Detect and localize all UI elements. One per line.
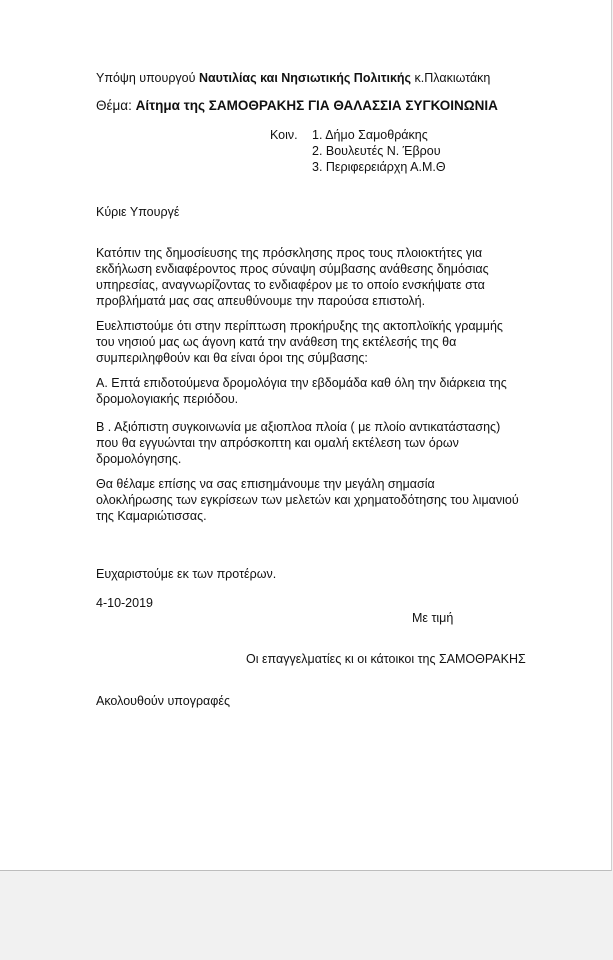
regards-line: Με τιμή [412, 611, 454, 625]
addressee-line [96, 70, 490, 86]
letter-date: 4-10-2019 [96, 596, 153, 610]
paragraph-line: που θα εγγυώνται την απρόσκοπτη και ομαλή εκτέλεση των όρων [96, 436, 459, 450]
cc-item-3: 3. Περιφερειάρχη Α.Μ.Θ [312, 160, 446, 174]
addressee-suffix: κ.Πλακιωτάκη [414, 71, 491, 85]
cc-item-2: 2. Βουλευτές Ν. Έβρου [312, 144, 441, 158]
paragraph-line: εκδήλωση ενδιαφέροντος προς σύναψη σύμβασης ανάθεσης δημόσιας [96, 262, 489, 276]
paragraph-line: Ευελπιστούμε ότι στην περίπτωση προκήρυξης της ακτοπλοϊκής γραμμής [96, 319, 503, 333]
cc-item-1: 1. Δήμο Σαμοθράκης [312, 128, 428, 142]
subject-text: Αίτημα της ΣΑΜΟΘΡΑΚΗΣ ΓΙΑ ΘΑΛΑΣΣΙΑ ΣΥΓΚΟΙΝΩΝΙΑ [135, 98, 498, 113]
thanks-line: Ευχαριστούμε εκ των προτέρων. [96, 567, 277, 581]
paragraph-line: της Καμαριώτισσας. [96, 509, 207, 523]
subject-line [96, 98, 498, 114]
background-band [0, 872, 613, 960]
signatory-line: Οι επαγγελματίες κι οι κάτοικοι της ΣΑΜΟΘΡΑΚΗΣ [246, 652, 526, 666]
paragraph-port [96, 476, 519, 524]
paragraph-line: του νησιού μας ως άγονη κατά την ανάθεση της εκτέλεσής της θα [96, 335, 457, 349]
paragraph-line: Κατόπιν της δημοσίευσης της πρόσκλησης προς τους πλοιοκτήτες για [96, 246, 483, 260]
paragraph-line: υπηρεσίας, αναγνωρίζοντας το ενδιαφέρον με το οποίο ενσκήψατε στα [96, 278, 485, 292]
cc-label: Κοιν. [270, 128, 298, 142]
paragraph-line: Θα θέλαμε επίσης να σας επισημάνουμε την μεγάλη σημασία [96, 477, 435, 491]
subject-label: Θέμα: [96, 98, 132, 113]
paragraph-line: προβλήματά μας σας απευθύνουμε την παρούσα επιστολή. [96, 294, 426, 308]
paragraph-item-b [96, 419, 500, 467]
paragraph-line: δρομολόγησης. [96, 452, 182, 466]
paragraph-line: δρομολογιακής περιόδου. [96, 392, 239, 406]
signatures-note: Ακολουθούν υπογραφές [96, 694, 230, 708]
paragraph-line: Β . Αξιόπιστη συγκοινωνία με αξιοπλοα πλοία ( με πλοίο αντικατάστασης) [96, 420, 501, 434]
paragraph-line: συμπεριληφθούν και θα είναι όροι της σύμβασης: [96, 351, 368, 365]
addressee-ministry: Ναυτιλίας και Νησιωτικής Πολιτικής [198, 71, 412, 85]
paragraph-hope [96, 318, 503, 366]
addressee-prefix: Υπόψη υπουργού [96, 71, 196, 85]
salutation: Κύριε Υπουργέ [96, 205, 180, 219]
paragraph-item-a [96, 375, 507, 407]
paragraph-line: Α. Επτά επιδοτούμενα δρομολόγια την εβδομάδα καθ όλη την διάρκεια της [96, 376, 507, 390]
paragraph-intro [96, 245, 489, 309]
paragraph-line: ολοκλήρωσης των εγκρίσεων των μελετών και χρηματοδότησης του λιμανιού [96, 493, 519, 507]
